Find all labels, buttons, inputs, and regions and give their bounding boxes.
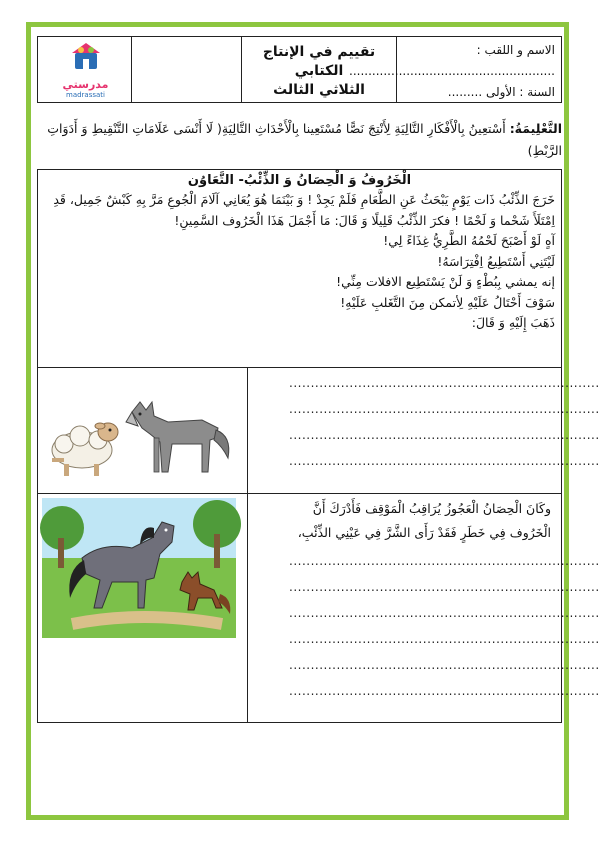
instruction-text: أَسْتعِينُ بِالْأَفْكَارِ التَّالِيَةِ لِأَنْتِجَ نَصًّا مُسْتَعِينا بِالْأَحْدَاثِ التَّالِيَةِ( لَا أَنْسَى عَلَامَاتِ التَّنْقِيطِ وَ أَدَوَاتِ الرَّبْطِ) <box>47 121 562 158</box>
continuation-line: وكَانَ الْحِصَانُ الْعَجُوزُ يُرَاقِبُ الْمَوْقِف فَأَدْرَكَ أَنَّ <box>312 501 551 516</box>
writing-row-1 <box>37 367 600 494</box>
row-divider <box>247 494 248 722</box>
writing-line[interactable]: ........................................................................ <box>289 454 600 468</box>
story-line: خَرَجَ الذِّئْبُ ذَات يَوْمٍ يَبْحَثُ عَنِ الطَّعَامِ فَلَمْ يَجِدْ ! وَ بَيْنَمَا هُوَ يُعَانِي آلَامَ الْجُوعِ مَرَّ بِهِ كَبْشٌ جَمِيل، قَدِ اِمْتَلَأَ شَحْما وَ لَحْمًا ! فكرَ الذِّئْبُ قَلِيلًا وَ قَالَ: مَا أَجْمَلَ هَذَا الْخَرُوف السَّمِينِ! <box>53 192 555 228</box>
wolf-icon <box>126 402 229 472</box>
empty-cell <box>131 37 241 102</box>
writing-line[interactable]: ........................................................................ <box>289 658 600 672</box>
instruction-label: التَّعْلِيمَةُ: <box>509 121 562 136</box>
story-line: آهٍ لَوْ أَصْبَحَ لَحْمُهُ الطَّرِيُّ غِذَاءً لِي! <box>383 233 555 248</box>
school-logo-icon <box>69 41 103 73</box>
story-line: سَوْفَ أَحْتَالُ عَلَيْهِ لِأتمكن مِنَ التَّغَلبِ عَلَيْهِ! <box>340 294 555 310</box>
story-title: الْخَرُوفُ وَ الْحِصَانُ وَ الذِّئْبُ- التَّعَاوُن <box>187 173 412 188</box>
continuation-line: الْخَرُوف فِي خَطَرٍ فَقَدْ رَأَى الشَّرَّ فِي عَيْنِي الذِّئْبِ، <box>297 525 551 540</box>
logo-text: مدرستي <box>62 78 109 91</box>
page-subtitle: الثلاثي الثالث <box>273 82 365 98</box>
name-dots: ...................................................... <box>349 64 555 78</box>
horse-and-wolf-illustration <box>42 498 236 638</box>
writing-line[interactable]: ........................................................................ <box>289 684 600 698</box>
sheep-and-wolf-illustration <box>42 372 242 492</box>
writing-line[interactable]: ........................................................................ <box>289 632 600 646</box>
story-line: لَيْتَنِي أَسْتَطِيعُ اِفْتِرَاسَهُ! <box>437 253 555 269</box>
year-label: السنة : الأولى ......... <box>447 85 555 99</box>
story-continuation <box>261 497 551 545</box>
page-title: تقييم في الإنتاج الكتابي <box>262 44 376 79</box>
name-label: الاسم و اللقب : <box>476 43 555 57</box>
writing-line[interactable]: ........................................................................ <box>289 580 600 594</box>
story-line: ذَهَبَ إِلَيْهِ وَ قَالَ: <box>471 315 555 330</box>
sheep-icon <box>52 423 118 476</box>
row-divider <box>247 368 248 493</box>
writing-row-2 <box>37 493 600 723</box>
logo-cell <box>38 37 133 102</box>
story-box <box>37 169 562 368</box>
writing-line[interactable]: ........................................................................ <box>289 606 600 620</box>
story-line: إنه يمشي بِبُطْءٍ وَ لَنْ يَسْتَطِيع الافلات مِنِّي! <box>336 274 555 289</box>
writing-line[interactable]: ........................................................................ <box>289 402 600 416</box>
header-table <box>37 36 562 103</box>
writing-line[interactable]: ........................................................................ <box>289 376 600 390</box>
writing-line[interactable]: ........................................................................ <box>289 428 600 442</box>
logo-subtext: madrassati <box>66 91 105 99</box>
student-info-cell <box>349 37 561 102</box>
instruction <box>32 118 562 162</box>
writing-line[interactable]: ........................................................................ <box>289 554 600 568</box>
title-cell <box>241 37 396 102</box>
